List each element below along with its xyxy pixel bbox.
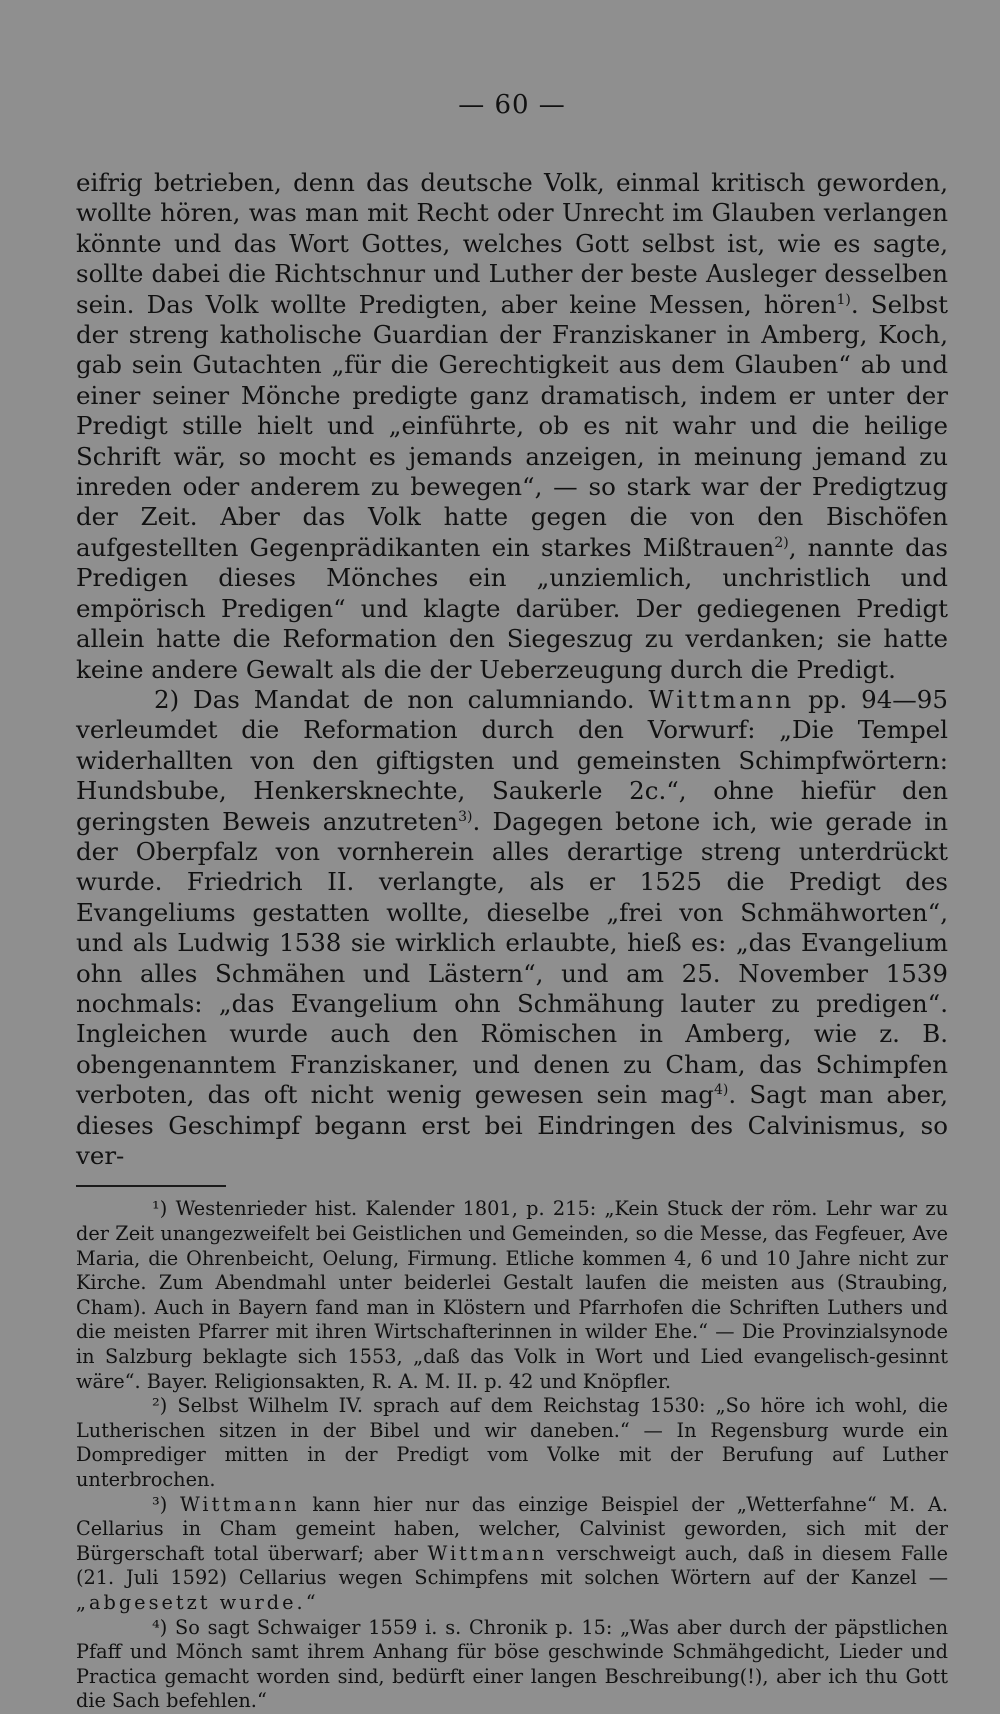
footnote-divider xyxy=(76,1185,226,1187)
page-number: — 60 — xyxy=(458,90,566,120)
paragraph-2 xyxy=(76,685,948,1172)
footnote-3-part-c: verschweigt auch, daß in diesem Falle (21. Juli 1592) Cellarius wegen Schimpfens mit solchen Wörtern auf der Kanzel — xyxy=(76,1541,948,1590)
paragraph-2-part-d: . Sagt man aber, dieses Geschimpf begann erst bei Eindringen des Calvinismus, so ver- xyxy=(76,1080,948,1170)
footnote-3-part-b: kann hier nur das einzige Beispiel der „Wetterfahne“ M. A. Cellarius in Cham gemeint haben, welcher, Calvinist geworden, sich mit der Bürgerschaft total überwarf; aber xyxy=(76,1492,949,1565)
footnote-ref-3: 3) xyxy=(458,808,473,825)
paragraph-1-part-b: . Selbst der streng katholische Guardian der Franziskaner in Amberg, Koch, gab sein Gutachten „für die Gerechtigkeit aus dem Glauben“ ab und einer seiner Mönche predigte ganz dramatisch, indem er unter der Predigt stille hielt und „einführte, ob es nit wahr und die heilige Schrift wär, so mocht es jemands anzeigen, in meinung jemand zu inreden oder anderem zu bewegen“, — so stark war der Predigtzug der Zeit. Aber das Volk hatte gegen die von den Bischöfen aufgestellten Gegenprädikanten ein starkes Mißtrauen xyxy=(76,289,948,562)
footnote-3 xyxy=(76,1493,948,1616)
footnotes xyxy=(76,1197,948,1713)
paragraph-2-part-a: 2) Das Mandat de non calumniando. xyxy=(154,684,635,714)
footnote-3-author-2: Wittmann xyxy=(427,1541,548,1565)
paragraph-1-part-a: eifrig betrieben, denn das deutsche Volk, einmal kritisch geworden, wollte hören, was man mit Recht oder Unrecht im Glauben verlangen könnte und das Wort Gottes, welches Gott selbst ist, wie es sagte, sollte dabei die Richtschnur und Luther der beste Ausleger desselben sein. Das Volk wollte Predigten, aber keine Messen, hören xyxy=(76,168,948,319)
footnote-ref-2: 2) xyxy=(774,534,789,551)
footnote-ref-1: 1) xyxy=(836,291,851,308)
footnote-ref-4: 4) xyxy=(714,1082,729,1099)
footnote-2: ²) Selbst Wilhelm IV. sprach auf dem Reichstag 1530: „So höre ich wohl, die Lutherischen sitzen in der Bibel und wir daneben.“ — In Regensburg wurde ein Domprediger mitten in der Predigt vom Volke mit der Berufung auf Luther unterbrochen. xyxy=(76,1394,948,1491)
author-name-wittmann: Wittmann xyxy=(648,684,795,714)
footnote-3-quote: „abgesetzt wurde.“ xyxy=(76,1590,319,1614)
main-text xyxy=(76,168,948,1171)
paragraph-2-part-b: pp. 94—95 verleumdet die Reformation durch den Vorwurf: „Die Tempel widerhallten von den giftigsten und gemeinsten Schimpfwörtern: Hundsbube, Henkersknechte, Saukerle 2c.“, ohne hiefür den geringsten Beweis anzutreten xyxy=(76,684,948,836)
paragraph-1 xyxy=(76,168,948,685)
footnote-1: ¹) Westenrieder hist. Kalender 1801, p. 215: „Kein Stuck der röm. Lehr war zu der Zeit unangezweifelt bei Geistlichen und Gemeinden, so die Messe, das Fegfeuer, Ave Maria, die Ohrenbeicht, Oelung, Firmung. Etliche kommen 4, 6 und 10 Jahre nicht zur Kirche. Zum Abendmahl unter beiderlei Gestalt laufen die meisten aus (Straubing, Cham). Auch in Bayern fand man in Klöstern und Pfarrhofen die Schriften Luthers und die meisten Pfarrer mit ihren Wirtschafterinnen in wilder Ehe.“ — Die Provinzialsynode in Salzburg beklagte sich 1553, „daß das Volk in Wort und Lied evangelisch-gesinnt wäre“. Bayer. Religionsakten, R. A. M. II. p. 42 und Knöpfler. xyxy=(76,1197,948,1393)
paragraph-2-part-c: . Dagegen betone ich, wie gerade in der Oberpfalz von vornherein alles derartige streng unterdrückt wurde. Friedrich II. verlangte, als er 1525 die Predigt des Evangeliums gestatten wollte, dieselbe „frei von Schmähworten“, und als Ludwig 1538 sie wirklich erlaubte, hieß es: „das Evangelium ohn alles Schmähen und Lästern“, und am 25. November 1539 nochmals: „das Evangelium ohn Schmähung lauter zu predigen“. Ingleichen wurde auch den Römischen in Amberg, wie z. B. obengenanntem Franziskaner, und denen zu Cham, das Schimpfen verboten, das oft nicht wenig gewesen sein mag xyxy=(76,806,948,1110)
footnote-3-marker: ³) xyxy=(152,1492,168,1516)
paragraph-1-part-c: , nannte das Predigen dieses Mönches ein „unziemlich, unchristlich und empörisch Predigen“ und klagte darüber. Der gediegenen Predigt allein hatte die Reformation den Siegeszug zu verdanken; sie hatte keine andere Gewalt als die der Ueberzeugung durch die Predigt. xyxy=(76,532,949,684)
footnote-3-author-1: Wittmann xyxy=(179,1492,300,1516)
footnote-4: ⁴) So sagt Schwaiger 1559 i. s. Chronik p. 15: „Was aber durch der päpstlichen Pfaff und Mönch samt ihrem Anhang für böse geschwinde Schmähgedicht, Lieder und Practica gemacht worden sind, bedürft einer langen Beschreibung(!), aber ich thu Gott die Sach befehlen.“ xyxy=(76,1615,948,1713)
